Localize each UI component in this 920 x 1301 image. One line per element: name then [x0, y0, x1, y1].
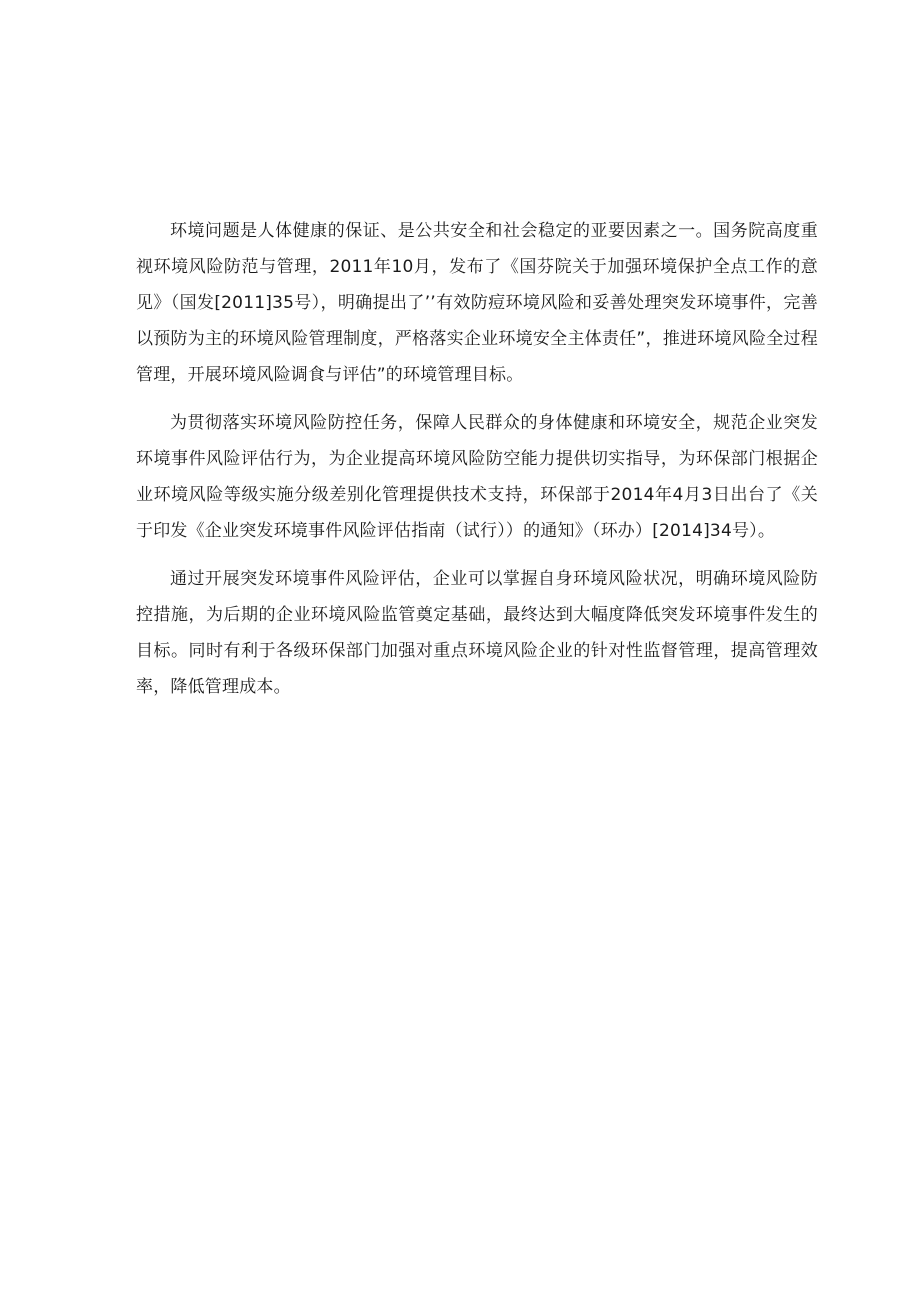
paragraph-2: 为贯彻落实环境风险防控任务，保障人民群众的身体健康和环境安全，规范企业突发环境事件风险评估行为，为企业提高环境风险防空能力提供切实指导，为环保部门根据企业环境风险等级实施分级差别化管理提供技术支持，环保部于2014年4月3日出台了《关于印发《企业突发环境事件风险评估指南（试行））的通知》（环办）[2014]34号）。: [136, 413, 818, 541]
document-body: [136, 213, 818, 717]
paragraph-1: 环境问题是人体健康的保证、是公共安全和社会稳定的亚要因素之一。国务院高度重视环境风险防范与管理，2011年10月，发布了《国芬院关于加强环境保护全点工作的意见》（国发[2011]35号），明确提出了’’有效防痘环境风险和妥善处理突发环境事件，完善以预防为主的环境风险管理制度，严格落实企业环境安全主体责任”，推进环境风险全过程管理，开展环境风险调食与评估”的环境管理目标。: [136, 221, 818, 385]
paragraph-3: 通过开展突发环境事件风险评估，企业可以掌握自身环境风险状况，明确环境风险防控措施，为后期的企业环境风险监管奠定基础，最终达到大幅度降低突发环境事件发生的目标。同时有利于各级环保部门加强对重点环境风险企业的针对性监督管理，提高管理效率，降低管理成本。: [136, 569, 818, 697]
